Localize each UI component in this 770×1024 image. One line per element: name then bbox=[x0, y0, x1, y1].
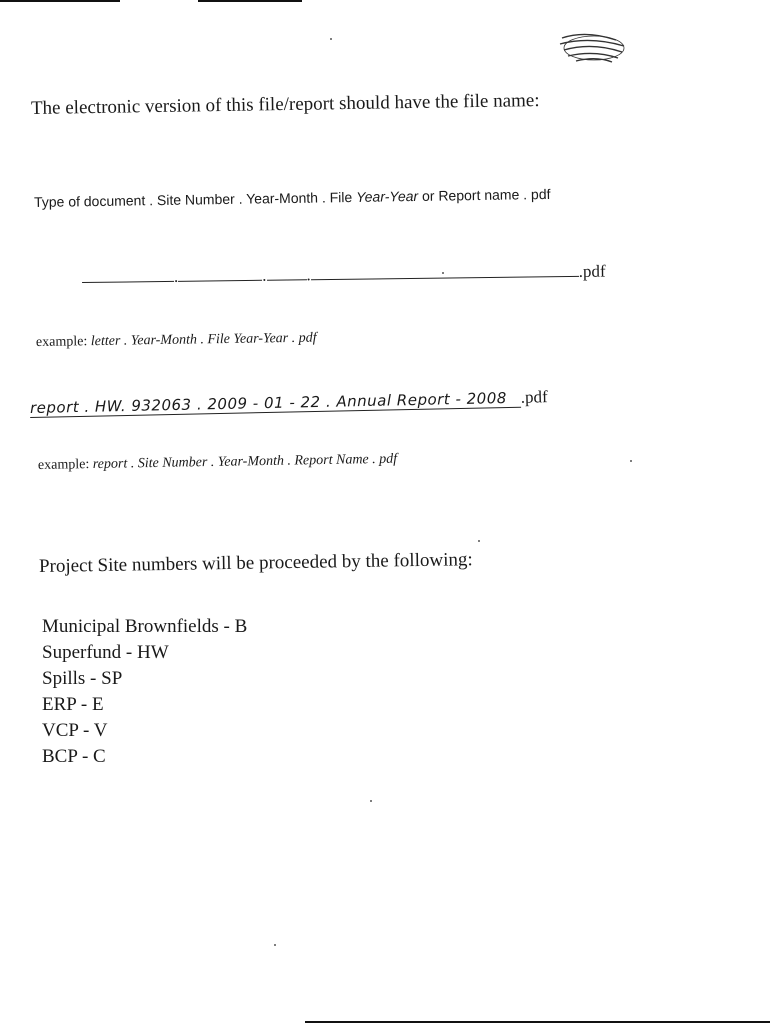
filename-blank-line bbox=[82, 262, 606, 288]
example-report-text: report . Site Number . Year-Month . Report Name . pdf bbox=[92, 451, 398, 473]
site-code-erp: ERP - E bbox=[42, 694, 104, 715]
scan-speck bbox=[330, 38, 332, 40]
scan-speck bbox=[442, 272, 444, 274]
project-site-heading: Project Site numbers will be proceeded by the following: bbox=[38, 549, 473, 577]
blank-segment-1 bbox=[82, 267, 174, 283]
scan-edge-top-right bbox=[198, 0, 302, 2]
handwritten-text: report . HW. 932063 . 2009 - 01 - 22 . Annual Report - 2008 bbox=[30, 389, 521, 418]
filename-format-line bbox=[34, 186, 551, 210]
example-report-prefix: example: bbox=[37, 457, 93, 473]
scan-speck bbox=[370, 800, 372, 802]
example-letter-prefix: example: bbox=[35, 334, 91, 350]
example-letter bbox=[36, 331, 317, 351]
stamp-mark-icon bbox=[556, 28, 630, 71]
example-letter-text: letter . Year-Month . File Year-Year . pdf bbox=[90, 330, 317, 350]
site-code-municipal-brownfields: Municipal Brownfields - B bbox=[42, 616, 248, 637]
site-code-vcp: VCP - V bbox=[42, 720, 108, 741]
blank-dot-2: . bbox=[262, 265, 267, 285]
scan-speck bbox=[274, 944, 276, 946]
scan-speck bbox=[630, 460, 632, 462]
site-code-list bbox=[42, 614, 247, 770]
blank-segment-4 bbox=[311, 262, 579, 280]
blank-dot-1: . bbox=[173, 266, 179, 286]
blank-dot-3: . bbox=[306, 265, 311, 285]
page-heading: The electronic version of this file/report should have the file name: bbox=[30, 90, 540, 119]
scan-edge-bottom bbox=[305, 1021, 770, 1023]
site-code-bcp: BCP - C bbox=[42, 746, 106, 767]
handwritten-suffix: .pdf bbox=[520, 387, 548, 407]
format-part-3: or Report name . pdf bbox=[418, 185, 551, 204]
format-part-2: Year-Year bbox=[356, 187, 419, 205]
scan-edge-top-left bbox=[0, 0, 120, 2]
format-part-1: Type of document . Site Number . Year-Month . File bbox=[33, 188, 357, 210]
blank-segment-2 bbox=[178, 266, 262, 282]
handwritten-filename bbox=[30, 387, 548, 418]
blank-segment-3 bbox=[266, 265, 306, 280]
blank-suffix: .pdf bbox=[578, 261, 606, 281]
site-code-spills: Spills - SP bbox=[42, 668, 123, 689]
example-report bbox=[38, 452, 397, 474]
site-code-superfund: Superfund - HW bbox=[42, 642, 169, 663]
scan-speck bbox=[478, 540, 480, 542]
